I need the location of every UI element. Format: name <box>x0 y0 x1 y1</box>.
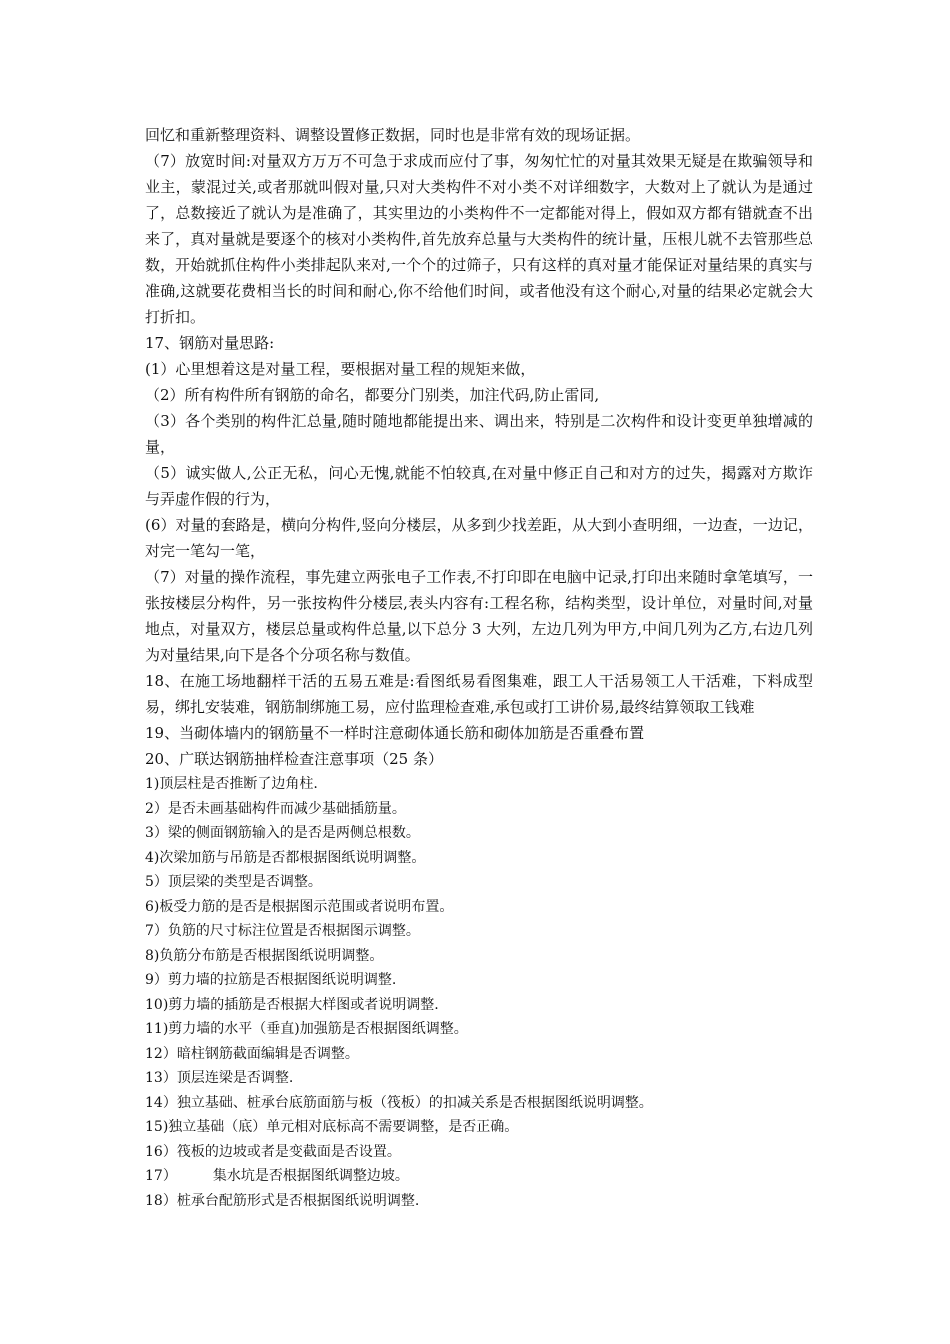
checklist-item-17-text: 集水坑是否根据图纸调整边坡。 <box>212 1168 409 1184</box>
checklist-item-17-number: 17） <box>145 1168 177 1184</box>
checklist-item: 13）顶层连梁是否调整. <box>145 1070 294 1086</box>
paragraph-continuation: 回忆和重新整理资料、调整设置修正数据，同时也是非常有效的现场证据。 <box>145 126 641 144</box>
checklist-item: 4)次梁加筋与吊筋是否都根据图纸说明调整。 <box>145 849 426 866</box>
checklist-item: 8)负筋分布筋是否根据图纸说明调整。 <box>145 947 384 964</box>
paragraph-time-allowance: （7）放宽时间:对量双方万万不可急于求成而应付了事，匆匆忙忙的对量其效果无疑是在欺骗领导和业主，蒙混过关,或者那就叫假对量,只对大类构件不对小类不对详细数字，大数对上了就认为是通过了，总数接近了就认为是准确了，其实里边的小类构件不一定都能对得上，假如双方都有错就查不出来了，真对量就是要逐个的核对小类构件,首先放弃总量与大类构件的统计量，压根儿就不去管那些总数，开始就抓住构件小类排起队来对,一个个的过筛子，只有这样的真对量才能保证对量结果的真实与准确,这就要花费相当长的时间和耐心,你不给他们时间，或者他没有这个耐心,对量的结果必定就会大打折扣。 <box>145 152 813 326</box>
checklist-item: 9）剪力墙的拉筋是否根据图纸说明调整. <box>145 972 397 988</box>
paragraph-point-1: (1）心里想着这是对量工程，要根据对量工程的规矩来做， <box>145 360 536 378</box>
checklist-item: 16）筏板的边坡或者是变截面是否设置。 <box>145 1143 401 1160</box>
checklist-item: 3）梁的侧面钢筋输入的是否是两侧总根数。 <box>145 825 420 841</box>
document-body <box>145 122 813 1213</box>
paragraph-point-5: （5）诚实做人,公正无私，问心无愧,就能不怕较真,在对量中修正自己和对方的过失，揭露对方欺诈与弄虚作假的行为， <box>145 464 813 508</box>
checklist-item: 1)顶层柱是否推断了边角柱. <box>145 776 318 792</box>
checklist-item: 11)剪力墙的水平（垂直)加强筋是否根据图纸调整。 <box>145 1021 468 1037</box>
section-heading-18: 18、在施工场地翻样干活的五易五难是:看图纸易看图集难，跟工人干活易领工人干活难，下料成型易，绑扎安装难，钢筋制绑施工易，应付监理检查难,承包或打工讲价易,最终结算领取工钱难 <box>145 672 813 716</box>
paragraph-point-7: （7）对量的操作流程，事先建立两张电子工作表,不打印即在电脑中记录,打印出来随时拿笔填写，一张按楼层分构件，另一张按构件分楼层,表头内容有:工程名称，结构类型，设计单位，对量时间,对量地点，对量双方，楼层总量或构件总量,以下总分 3 大列，左边几列为甲方,中间几列为乙方,右边几列为对量结果,向下是各个分项名称与数值。 <box>145 568 813 664</box>
section-heading-20: 20、广联达钢筋抽样检查注意事项（25 条） <box>145 750 443 768</box>
checklist-item: 10)剪力墙的插筋是否根据大样图或者说明调整. <box>145 996 439 1013</box>
checklist-item: 14）独立基础、桩承台底筋面筋与板（筏板）的扣减关系是否根据图纸说明调整。 <box>145 1094 653 1111</box>
checklist-item: 6)板受力筋的是否是根据图示范围或者说明布置。 <box>145 898 454 915</box>
checklist-item: 15)独立基础（底）单元相对底标高不需要调整，是否正确。 <box>145 1119 519 1135</box>
paragraph-point-6: (6）对量的套路是，横向分构件,竖向分楼层，从多到少找差距，从大到小查明细，一边查，一边记，对完一笔勾一笔， <box>145 516 813 560</box>
checklist <box>145 772 813 1213</box>
paragraph-point-3: （3）各个类别的构件汇总量,随时随地都能提出来、调出来，特别是二次构件和设计变更单独增减的量， <box>145 412 813 456</box>
section-heading-17: 17、钢筋对量思路: <box>145 334 275 352</box>
checklist-item: 7）负筋的尺寸标注位置是否根据图示调整。 <box>145 923 420 939</box>
checklist-item: 12）暗柱钢筋截面编辑是否调整。 <box>145 1045 359 1062</box>
checklist-item: 2）是否未画基础构件而减少基础插筋量。 <box>145 800 406 817</box>
section-heading-19: 19、当砌体墙内的钢筋量不一样时注意砌体通长筋和砌体加筋是否重叠布置 <box>145 724 645 742</box>
paragraph-point-2: （2）所有构件所有钢筋的命名，都要分门别类，加注代码,防止雷同, <box>145 386 600 404</box>
checklist-item-17 <box>145 1164 813 1189</box>
checklist-item: 5）顶层梁的类型是否调整。 <box>145 874 322 890</box>
checklist-item: 18）桩承台配筋形式是否根据图纸说明调整. <box>145 1192 420 1209</box>
